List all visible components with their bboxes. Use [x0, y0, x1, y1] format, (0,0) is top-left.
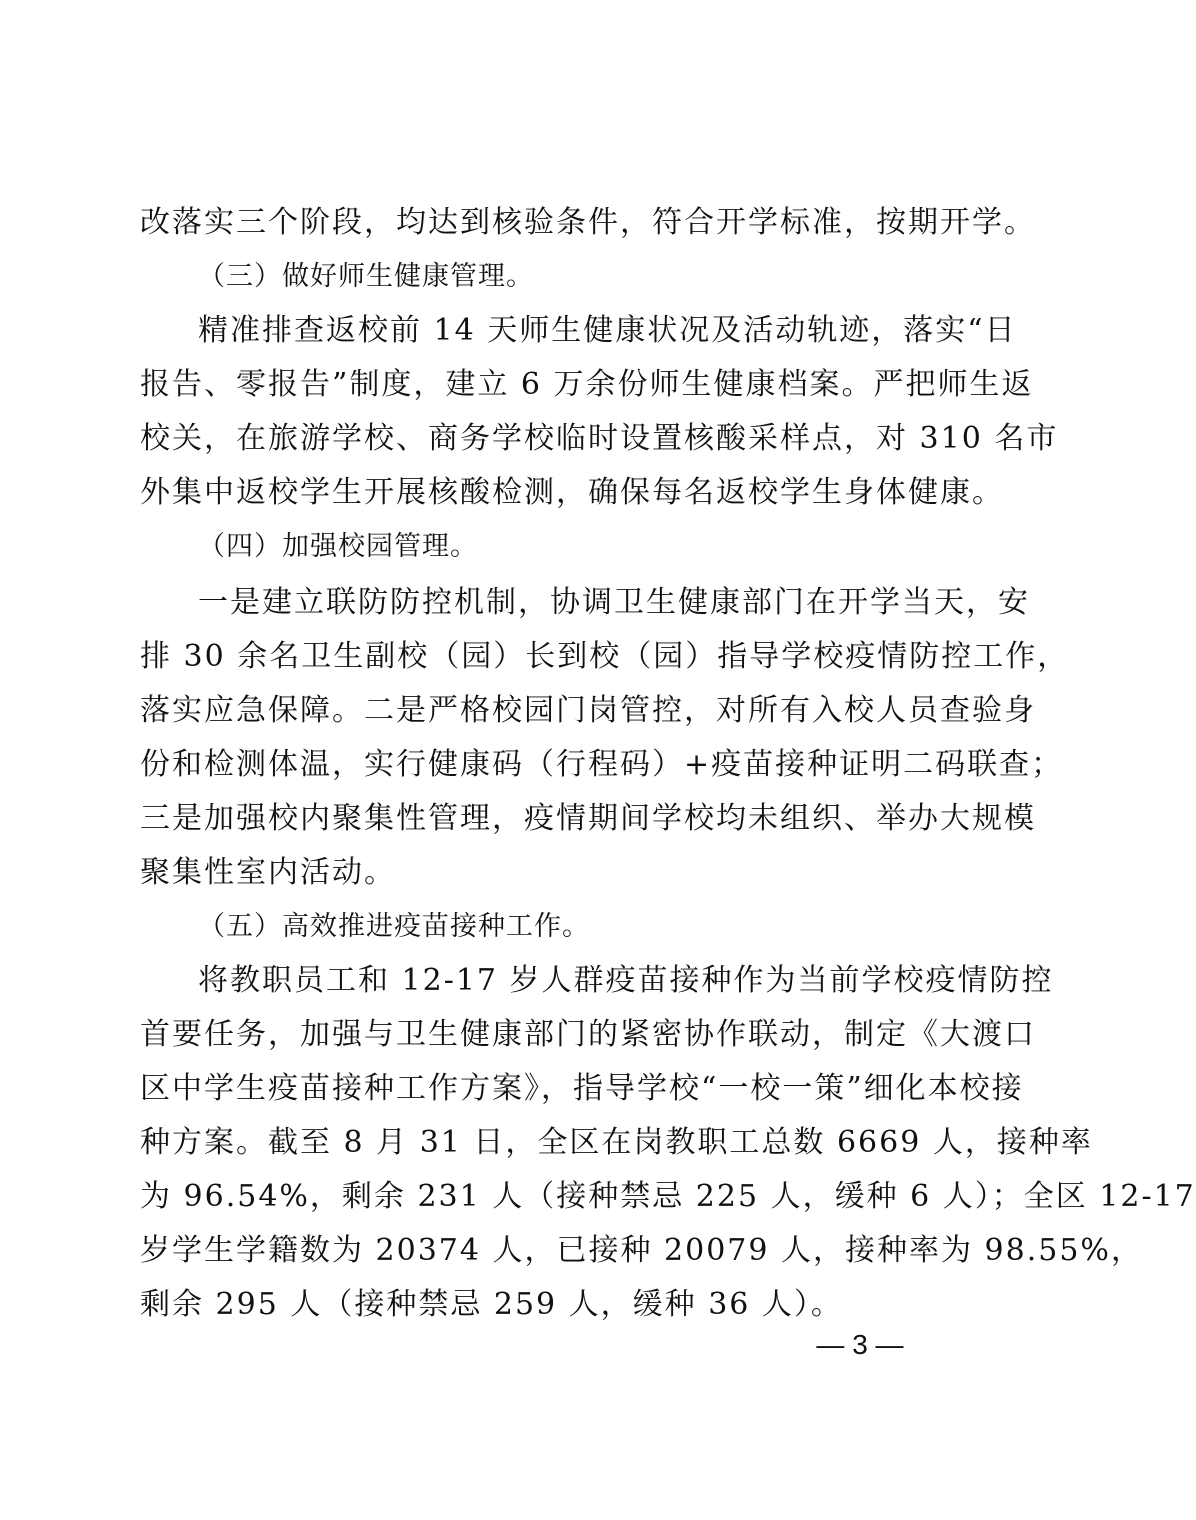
paragraph-first-line: 将教职员工和 12-17 岁人群疫苗接种作为当前学校疫情防控 [198, 963, 1054, 998]
body-text-line: 改落实三个阶段，均达到核验条件，符合开学标准，按期开学。 [140, 205, 1036, 240]
body-text-line: 为 96.54%，剩余 231 人（接种禁忌 225 人，缓种 6 人）；全区 12-17 [140, 1179, 1196, 1214]
body-text-line: 排 30 余名卫生副校（园）长到校（园）指导学校疫情防控工作， [140, 639, 1070, 674]
body-text-line: 校关，在旅游学校、商务学校临时设置核酸采样点，对 310 名市 [140, 421, 1059, 456]
paragraph-first-line: 一是建立联防防控机制，协调卫生健康部门在开学当天，安 [198, 585, 1030, 620]
section-heading-4: （四）加强校园管理。 [198, 531, 478, 562]
body-text-line: 种方案。截至 8 月 31 日，全区在岗教职工总数 6669 人，接种率 [140, 1125, 1093, 1160]
body-text-line: 三是加强校内聚集性管理，疫情期间学校均未组织、举办大规模 [140, 801, 1036, 836]
body-text-line: 首要任务，加强与卫生健康部门的紧密协作联动，制定《大渡口 [140, 1017, 1036, 1052]
paragraph-first-line: 精准排查返校前 14 天师生健康状况及活动轨迹，落实“日 [198, 313, 1017, 348]
section-heading-5: （五）高效推进疫苗接种工作。 [198, 911, 590, 942]
body-text-line: 外集中返校学生开展核酸检测，确保每名返校学生身体健康。 [140, 475, 1004, 510]
body-text-line: 报告、零报告”制度，建立 6 万余份师生健康档案。严把师生返 [140, 367, 1034, 402]
body-text-line: 岁学生学籍数为 20374 人，已接种 20079 人，接种率为 98.55%， [140, 1233, 1143, 1268]
page-number: — 3 — [816, 1329, 904, 1360]
section-heading-3: （三）做好师生健康管理。 [198, 261, 534, 292]
body-text-line: 聚集性室内活动。 [140, 855, 396, 890]
body-text-line: 份和检测体温，实行健康码（行程码）+疫苗接种证明二码联查； [140, 747, 1064, 782]
body-text-line: 剩余 295 人（接种禁忌 259 人，缓种 36 人）。 [140, 1287, 843, 1322]
body-text-line: 区中学生疫苗接种工作方案》，指导学校“一校一策”细化本校接 [140, 1071, 1024, 1106]
body-text-line: 落实应急保障。二是严格校园门岗管控，对所有入校人员查验身 [140, 693, 1036, 728]
